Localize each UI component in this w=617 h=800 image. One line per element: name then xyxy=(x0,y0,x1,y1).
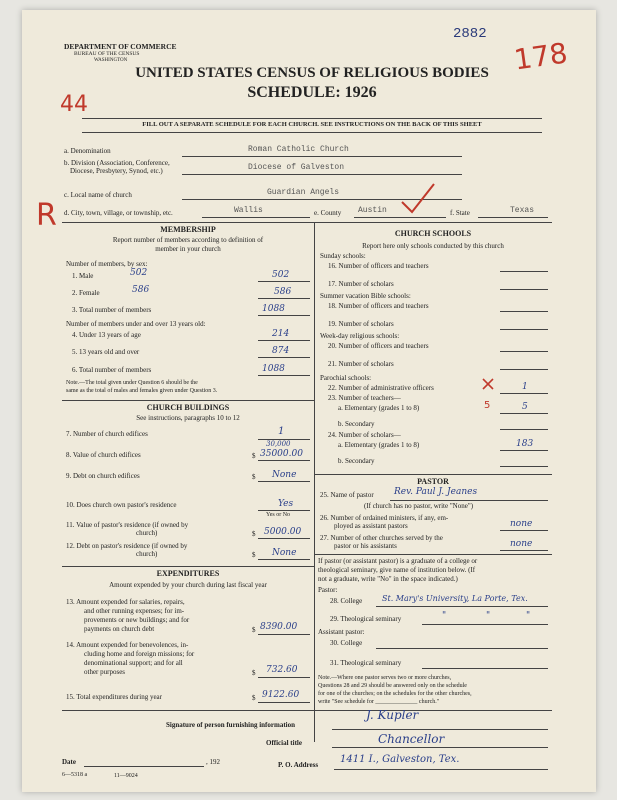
q1-label: 1. Male xyxy=(72,272,94,280)
red-mark-44: 44 xyxy=(60,92,88,117)
state-label: f. State xyxy=(450,209,470,217)
q24a-label: a. Elementary (grades 1 to 8) xyxy=(338,441,420,449)
schedule-title: SCHEDULE: 1926 xyxy=(247,84,377,101)
q15-value: 9122.60 xyxy=(262,690,300,700)
sunday-label: Sunday schools: xyxy=(320,252,366,260)
q9-label: 9. Debt on church edifices xyxy=(66,472,140,480)
q24b-label: b. Secondary xyxy=(338,457,375,465)
q3-value: 1088 xyxy=(262,304,285,314)
q8-above-value: 30,000 xyxy=(266,440,291,448)
pastor-note-2: Questions 28 and 29 should be answered only on the schedule xyxy=(318,683,467,689)
q31-label: 31. Theological seminary xyxy=(330,659,402,667)
q24-label: 24. Number of scholars— xyxy=(328,431,401,439)
q10-label: 10. Does church own pastor's residence xyxy=(66,501,177,509)
pastor-note-1: Note.—Where one pastor serves two or more churches, xyxy=(318,675,452,681)
census-schedule-sheet xyxy=(22,10,596,792)
q12-value: None xyxy=(272,548,297,558)
pastor-note-3: for one of the churches; on the schedules for the other churches, xyxy=(318,691,472,697)
q26-label-1: 26. Number of ordained ministers, if any, em- xyxy=(320,514,449,522)
q1-value: 502 xyxy=(272,270,290,280)
q15-dollar: $ xyxy=(252,694,256,702)
schools-intro: Report here only schools conducted by this church xyxy=(362,242,504,250)
q27-label-2: pastor or his assistants xyxy=(334,542,397,550)
city-label: d. City, town, village, or township, etc. xyxy=(64,209,173,217)
q28-value: St. Mary's University, La Porte, Tex. xyxy=(382,594,528,603)
q13-label-2: and other running expenses; for im- xyxy=(84,607,185,615)
q22-value: 1 xyxy=(522,382,528,392)
q14-label-3: denominational support; and for all xyxy=(84,659,183,667)
parochial-label: Parochial schools: xyxy=(320,374,372,382)
expenditures-heading: EXPENDITURES xyxy=(156,569,220,578)
under-over-label: Number of members under and over 13 years old: xyxy=(66,320,206,328)
q11-label-2: church) xyxy=(136,529,158,537)
membership-note-2: same as the total of males and females given under Question 3. xyxy=(66,388,218,394)
bureau-name: BUREAU OF THE CENSUS xyxy=(74,51,140,57)
q28-label: 28. College xyxy=(330,597,363,605)
assistant-label: Assistant pastor: xyxy=(318,628,365,636)
po-address-label: P. O. Address xyxy=(278,761,319,769)
print-number: 11—9024 xyxy=(114,773,138,779)
q21-label: 21. Number of scholars xyxy=(328,360,394,368)
city-name: WASHINGTON xyxy=(94,58,128,63)
q30-label: 30. College xyxy=(330,639,363,647)
weekday-label: Week-day religious schools: xyxy=(320,332,400,340)
yes-no-hint: Yes or No xyxy=(266,512,291,518)
q2-label: 2. Female xyxy=(72,289,100,297)
stamp-number: 2882 xyxy=(453,26,487,42)
membership-heading: MEMBERSHIP xyxy=(160,225,216,234)
red-x-icon xyxy=(480,376,496,392)
q25-value: Rev. Paul J. Jeanes xyxy=(394,487,478,497)
q13-label-1: 13. Amount expended for salaries, repairs, xyxy=(66,598,185,606)
q25-note: (If church has no pastor, write "None") xyxy=(364,502,474,510)
q8-label: 8. Value of church edifices xyxy=(66,451,141,459)
q17-label: 17. Number of scholars xyxy=(328,280,394,288)
pastor-heading: PASTOR xyxy=(417,477,449,486)
county-value: Austin xyxy=(358,206,387,215)
form-number: 6—5318 a xyxy=(62,772,88,778)
q1-handwritten: 502 xyxy=(130,268,148,278)
q4-value: 214 xyxy=(272,329,290,339)
official-title-value: Chancellor xyxy=(378,732,445,746)
q7-label: 7. Number of church edifices xyxy=(66,430,148,438)
membership-intro-2: member in your church xyxy=(155,245,221,253)
division-label-1: b. Division (Association, Conference, xyxy=(64,159,170,167)
q13-label-3: provements or new buildings; and for xyxy=(84,616,190,624)
q6-label: 6. Total number of members xyxy=(72,366,152,374)
q11-label-1: 11. Value of pastor's residence (if owned by xyxy=(66,521,189,529)
q26-label-2: ployed as assistant pastors xyxy=(334,522,408,530)
q29-label: 29. Theological seminary xyxy=(330,615,402,623)
summer-label: Summer vacation Bible schools: xyxy=(320,292,411,300)
schools-heading: CHURCH SCHOOLS xyxy=(394,229,472,238)
grad-note-1: If pastor (or assistant pastor) is a graduate of a college or xyxy=(318,557,478,565)
date-label: Date xyxy=(62,758,76,766)
date-year: , 192 xyxy=(206,758,220,766)
q27-label-1: 27. Number of other churches served by the xyxy=(320,534,443,542)
q8-value: 35000.00 xyxy=(260,449,303,459)
dept-name: DEPARTMENT OF COMMERCE xyxy=(64,42,177,51)
q13-dollar: $ xyxy=(252,626,256,634)
red-check-icon xyxy=(398,182,438,216)
local-name-label: c. Local name of church xyxy=(64,191,132,199)
q20-label: 20. Number of officers and teachers xyxy=(328,342,429,350)
q29-value-3: " xyxy=(526,611,531,621)
q2-value: 586 xyxy=(274,287,292,297)
denomination-value: Roman Catholic Church xyxy=(248,145,349,154)
q3-label: 3. Total number of members xyxy=(72,306,152,314)
state-value: Texas xyxy=(510,206,535,215)
q9-dollar: $ xyxy=(252,473,256,481)
q24a-value: 183 xyxy=(516,439,534,449)
q14-value: 732.60 xyxy=(266,665,298,675)
q14-label-4: other purposes xyxy=(84,668,126,676)
q5-label: 5. 13 years old and over xyxy=(72,348,140,356)
q13-label-4: payments on church debt xyxy=(84,625,155,633)
q12-dollar: $ xyxy=(252,551,256,559)
signature-value: J. Kupler xyxy=(366,708,419,722)
pastor-note-4: write "See schedule for ______________ church." xyxy=(318,699,440,705)
q29-value-1: " xyxy=(442,611,447,621)
local-name-value: Guardian Angels xyxy=(267,188,340,197)
q9-value: None xyxy=(272,470,297,480)
q22-label: 22. Number of administrative officers xyxy=(328,384,434,392)
red-mark-178: 178 xyxy=(511,36,570,77)
q29-value-2: " xyxy=(486,611,491,621)
q27-value: none xyxy=(510,539,533,549)
denomination-label: a. Denomination xyxy=(64,147,111,155)
membership-note-1: Note.—The total given under Question 6 should be the xyxy=(66,380,198,386)
q7-value: 1 xyxy=(278,426,285,437)
buildings-sub: See instructions, paragraphs 10 to 12 xyxy=(136,414,240,422)
form-title: UNITED STATES CENSUS OF RELIGIOUS BODIES xyxy=(135,65,489,81)
q23a-label: a. Elementary (grades 1 to 8) xyxy=(338,404,420,412)
form-instruction: FILL OUT A SEPARATE SCHEDULE FOR EACH CHURCH. SEE INSTRUCTIONS ON THE BACK OF THIS SHEET xyxy=(142,121,482,128)
q5-value: 874 xyxy=(272,346,290,356)
q25-label: 25. Name of pastor xyxy=(320,491,374,499)
q23-label: 23. Number of teachers— xyxy=(328,394,401,402)
signature-label: Signature of person furnishing information xyxy=(166,721,295,729)
q14-label-1: 14. Amount expended for benevolences, in- xyxy=(66,641,189,649)
q11-value: 5000.00 xyxy=(264,527,302,537)
division-label-2: Diocese, Presbytery, Synod, etc.) xyxy=(70,167,163,175)
buildings-heading: CHURCH BUILDINGS xyxy=(146,403,230,412)
county-label: e. County xyxy=(314,209,342,217)
grad-note-3: not a graduate, write "No" in the space indicated.) xyxy=(318,575,458,583)
q14-label-2: cluding home and foreign missions; for xyxy=(84,650,195,658)
q4-label: 4. Under 13 years of age xyxy=(72,331,141,339)
q13-value: 8390.00 xyxy=(260,622,298,632)
q12-label-2: church) xyxy=(136,550,158,558)
expenditures-intro: Amount expended by your church during last fiscal year xyxy=(109,581,267,589)
division-value: Diocese of Galveston xyxy=(248,163,345,172)
pastor-sub-label: Pastor: xyxy=(318,586,338,594)
q16-label: 16. Number of officers and teachers xyxy=(328,262,429,270)
by-sex-label: Number of members, by sex: xyxy=(66,260,148,268)
q6-value: 1088 xyxy=(262,364,285,374)
q15-label: 15. Total expenditures during year xyxy=(66,693,162,701)
grad-note-2: theological seminary, give name of institution below. (If xyxy=(318,566,476,574)
q2-handwritten: 586 xyxy=(132,285,150,295)
q14-dollar: $ xyxy=(252,669,256,677)
q10-value: Yes xyxy=(278,499,294,509)
q23b-label: b. Secondary xyxy=(338,420,375,428)
city-value: Wallis xyxy=(234,206,263,215)
po-address-value: 1411 I., Galveston, Tex. xyxy=(340,754,460,765)
q18-label: 18. Number of officers and teachers xyxy=(328,302,429,310)
red-mark-r: R xyxy=(36,198,57,233)
q19-label: 19. Number of scholars xyxy=(328,320,394,328)
membership-intro-1: Report number of members according to definition of xyxy=(112,236,264,244)
q8-dollar: $ xyxy=(252,452,256,460)
q12-label-1: 12. Debt on pastor's residence (if owned by xyxy=(66,542,188,550)
q23a-value: 5 xyxy=(522,402,528,412)
official-title-label: Official title xyxy=(266,739,302,747)
q23a-handwritten: 5 xyxy=(484,400,491,411)
q26-value: none xyxy=(510,519,533,529)
q11-dollar: $ xyxy=(252,530,256,538)
